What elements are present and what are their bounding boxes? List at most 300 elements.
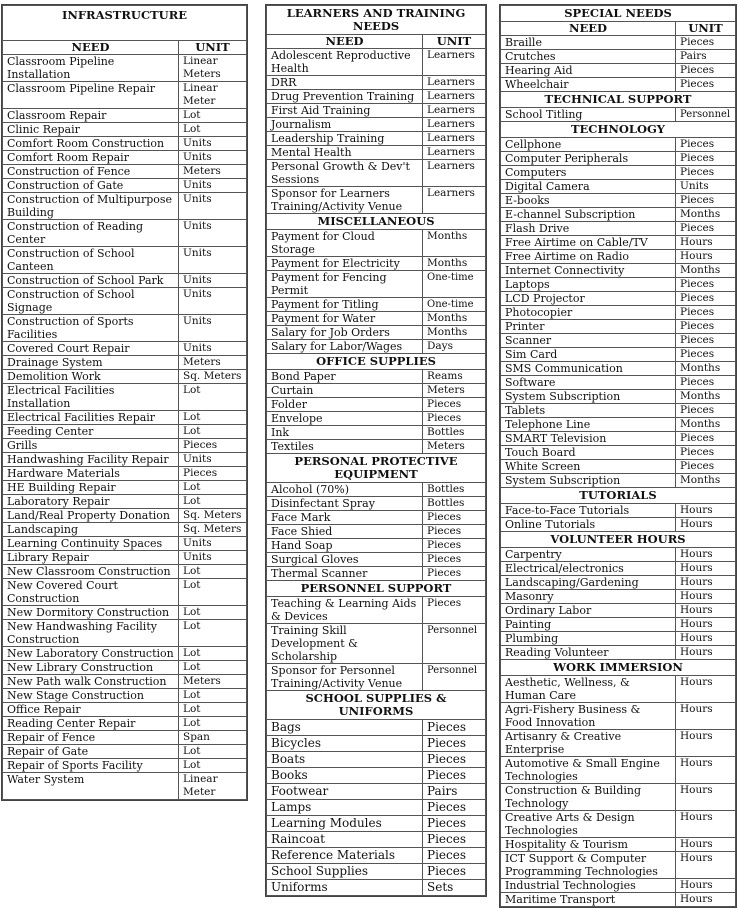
unit-cell: Lot	[179, 689, 247, 703]
unit-cell: Months	[676, 474, 736, 488]
unit-cell: Lot	[179, 745, 247, 759]
unit-cell: Lot	[179, 759, 247, 773]
need-cell: Landscaping/Gardening	[501, 576, 676, 590]
table-row	[501, 166, 736, 180]
unit-cell: Pieces	[423, 398, 486, 412]
table-row	[3, 481, 247, 495]
unit-cell: Pieces	[676, 78, 736, 92]
table-row	[3, 288, 247, 315]
unit-cell: Lot	[179, 703, 247, 717]
need-cell: Land/Real Property Donation	[3, 509, 179, 523]
unit-cell: Units	[179, 537, 247, 551]
unit-cell: Meters	[423, 440, 486, 454]
column-header-row	[267, 35, 486, 49]
learners-misc-panel	[265, 4, 487, 897]
need-cell: School Supplies	[267, 864, 423, 880]
unit-cell: Hours	[676, 518, 736, 532]
need-cell: Salary for Labor/Wages	[267, 340, 423, 354]
unit-cell: Pieces	[423, 553, 486, 567]
unit-cell: One-time	[423, 271, 486, 298]
table-row	[267, 398, 486, 412]
table-row	[501, 78, 736, 92]
need-cell: Comfort Room Repair	[3, 151, 179, 165]
unit-cell: Units	[179, 288, 247, 315]
need-header: NEED	[3, 41, 179, 55]
school-supplies-uniforms-title: SCHOOL SUPPLIES & UNIFORMS	[267, 691, 486, 720]
table-row	[501, 362, 736, 376]
table-row	[501, 36, 736, 50]
need-cell: School Titling	[501, 108, 676, 122]
unit-cell: Meters	[179, 356, 247, 370]
unit-cell: Pieces	[676, 404, 736, 418]
unit-cell: Lot	[179, 109, 247, 123]
need-cell: Digital Camera	[501, 180, 676, 194]
need-cell: New Stage Construction	[3, 689, 179, 703]
need-cell: Payment for Electricity	[267, 257, 423, 271]
table-row	[3, 703, 247, 717]
unit-cell: Meters	[179, 675, 247, 689]
need-cell: Painting	[501, 618, 676, 632]
table-row	[501, 784, 736, 811]
table-row	[267, 736, 486, 752]
table-row	[267, 768, 486, 784]
need-cell: Classroom Pipeline Repair	[3, 82, 179, 109]
unit-cell: Hours	[676, 703, 736, 730]
unit-cell: Lot	[179, 647, 247, 661]
unit-cell: Months	[423, 312, 486, 326]
table-row	[501, 222, 736, 236]
unit-cell: Pieces	[676, 446, 736, 460]
unit-cell: Days	[423, 340, 486, 354]
need-cell: Reference Materials	[267, 848, 423, 864]
unit-cell: Lot	[179, 565, 247, 579]
need-cell: Construction of Gate	[3, 179, 179, 193]
need-cell: ICT Support & Computer Programming Technologies	[501, 852, 676, 879]
need-cell: Electrical Facilities Installation	[3, 384, 179, 411]
table-row	[267, 720, 486, 736]
need-cell: New Handwashing Facility Construction	[3, 620, 179, 647]
table-row	[267, 90, 486, 104]
need-cell: Payment for Titling	[267, 298, 423, 312]
need-cell: Online Tutorials	[501, 518, 676, 532]
need-cell: First Aid Training	[267, 104, 423, 118]
table-row	[501, 730, 736, 757]
unit-cell: Learners	[423, 90, 486, 104]
unit-cell: Lot	[179, 425, 247, 439]
table-row	[267, 426, 486, 440]
table-row	[267, 567, 486, 581]
unit-cell: Pieces	[676, 306, 736, 320]
need-cell: Construction & Building Technology	[501, 784, 676, 811]
table-row	[267, 864, 486, 880]
need-cell: Automotive & Small Engine Technologies	[501, 757, 676, 784]
unit-header: UNIT	[423, 35, 486, 49]
table-row	[3, 151, 247, 165]
unit-cell: Units	[179, 193, 247, 220]
unit-cell: Months	[423, 326, 486, 340]
unit-cell: Lot	[179, 384, 247, 411]
need-cell: Construction of Fence	[3, 165, 179, 179]
table-row	[267, 752, 486, 768]
need-cell: Carpentry	[501, 548, 676, 562]
need-cell: HE Building Repair	[3, 481, 179, 495]
need-cell: Classroom Pipeline Installation	[3, 55, 179, 82]
table-row	[3, 193, 247, 220]
unit-cell: Hours	[676, 879, 736, 893]
table-row	[267, 132, 486, 146]
table-row	[3, 439, 247, 453]
table-row	[3, 745, 247, 759]
need-cell: Teaching & Learning Aids & Devices	[267, 597, 423, 624]
need-cell: Boats	[267, 752, 423, 768]
table-row	[267, 160, 486, 187]
need-cell: Face Mark	[267, 511, 423, 525]
need-cell: Touch Board	[501, 446, 676, 460]
need-cell: Hospitality & Tourism	[501, 838, 676, 852]
need-cell: Braille	[501, 36, 676, 50]
need-cell: Free Airtime on Radio	[501, 250, 676, 264]
unit-cell: Units	[179, 247, 247, 274]
table-row	[501, 852, 736, 879]
table-row	[3, 123, 247, 137]
need-cell: Industrial Technologies	[501, 879, 676, 893]
unit-cell: Pieces	[423, 848, 486, 864]
table-row	[3, 315, 247, 342]
table-row	[3, 425, 247, 439]
need-cell: Repair of Fence	[3, 731, 179, 745]
unit-cell: Pieces	[676, 138, 736, 152]
table-row	[501, 504, 736, 518]
table-row	[501, 320, 736, 334]
unit-cell: Months	[423, 230, 486, 257]
table-row	[267, 624, 486, 664]
unit-cell: Pieces	[676, 194, 736, 208]
table-row	[3, 606, 247, 620]
need-cell: Salary for Job Orders	[267, 326, 423, 340]
need-cell: New Classroom Construction	[3, 565, 179, 579]
table-row	[501, 152, 736, 166]
need-cell: Tablets	[501, 404, 676, 418]
table-row	[267, 326, 486, 340]
unit-cell: Lot	[179, 661, 247, 675]
need-cell: Mental Health	[267, 146, 423, 160]
table-row	[501, 334, 736, 348]
table-row	[267, 597, 486, 624]
need-cell: Ink	[267, 426, 423, 440]
unit-cell: Pieces	[676, 334, 736, 348]
table-row	[3, 620, 247, 647]
table-row	[501, 108, 736, 122]
need-cell: Reading Volunteer	[501, 646, 676, 660]
unit-cell: Units	[179, 315, 247, 342]
table-row	[3, 82, 247, 109]
office-supplies-title-row	[267, 354, 486, 370]
unit-cell: Months	[676, 418, 736, 432]
unit-header: UNIT	[179, 41, 247, 55]
technical-support-title-row	[501, 92, 736, 108]
table-row	[3, 523, 247, 537]
need-cell: LCD Projector	[501, 292, 676, 306]
unit-cell: One-time	[423, 298, 486, 312]
unit-cell: Units	[179, 274, 247, 288]
table-row	[501, 562, 736, 576]
unit-cell: Units	[179, 137, 247, 151]
need-cell: Construction of Multipurpose Building	[3, 193, 179, 220]
table-row	[3, 453, 247, 467]
volunteer-hours-title: VOLUNTEER HOURS	[501, 532, 736, 548]
unit-cell: Pieces	[179, 439, 247, 453]
unit-cell: Hours	[676, 730, 736, 757]
table-row	[267, 800, 486, 816]
need-cell: Alcohol (70%)	[267, 483, 423, 497]
unit-cell: Months	[423, 257, 486, 271]
unit-cell: Learners	[423, 118, 486, 132]
table-row	[501, 548, 736, 562]
unit-cell: Hours	[676, 838, 736, 852]
unit-cell: Linear Meters	[179, 55, 247, 82]
need-cell: Folder	[267, 398, 423, 412]
need-cell: Surgical Gloves	[267, 553, 423, 567]
unit-cell: Pieces	[676, 64, 736, 78]
need-cell: Plumbing	[501, 632, 676, 646]
unit-cell: Pieces	[676, 36, 736, 50]
table-row	[3, 551, 247, 565]
table-row	[3, 661, 247, 675]
need-cell: Drug Prevention Training	[267, 90, 423, 104]
unit-cell: Lot	[179, 579, 247, 606]
table-row	[267, 384, 486, 398]
need-header: NEED	[501, 22, 676, 36]
need-cell: Classroom Repair	[3, 109, 179, 123]
unit-cell: Pairs	[676, 50, 736, 64]
unit-cell: Hours	[676, 757, 736, 784]
personal-protective-equipment-title-row	[267, 454, 486, 483]
unit-cell: Pieces	[423, 736, 486, 752]
need-cell: Construction of School Signage	[3, 288, 179, 315]
need-cell: SMART Television	[501, 432, 676, 446]
table-row	[501, 208, 736, 222]
unit-cell: Bottles	[423, 426, 486, 440]
need-cell: Telephone Line	[501, 418, 676, 432]
need-cell: New Library Construction	[3, 661, 179, 675]
need-cell: Uniforms	[267, 880, 423, 896]
table-row	[501, 646, 736, 660]
need-cell: Printer	[501, 320, 676, 334]
table-row	[3, 370, 247, 384]
unit-cell: Pieces	[676, 460, 736, 474]
special-needs-tech-panel	[499, 4, 737, 908]
unit-cell: Learners	[423, 76, 486, 90]
need-cell: Thermal Scanner	[267, 567, 423, 581]
unit-cell: Hours	[676, 811, 736, 838]
unit-cell: Hours	[676, 852, 736, 879]
tutorials-title: TUTORIALS	[501, 488, 736, 504]
unit-cell: Linear Meter	[179, 773, 247, 800]
need-cell: Construction of School Park	[3, 274, 179, 288]
table-row	[267, 146, 486, 160]
unit-cell: Personnel	[423, 664, 486, 691]
table-row	[501, 418, 736, 432]
unit-cell: Sq. Meters	[179, 370, 247, 384]
need-cell: Software	[501, 376, 676, 390]
table-row	[3, 137, 247, 151]
table-row	[3, 647, 247, 661]
unit-cell: Lot	[179, 717, 247, 731]
tutorials-title-row	[501, 488, 736, 504]
unit-cell: Pieces	[423, 864, 486, 880]
need-cell: Drainage System	[3, 356, 179, 370]
need-cell: SMS Communication	[501, 362, 676, 376]
need-cell: Bags	[267, 720, 423, 736]
work-immersion-title: WORK IMMERSION	[501, 660, 736, 676]
table-row	[501, 432, 736, 446]
unit-cell: Pieces	[423, 816, 486, 832]
unit-cell: Learners	[423, 49, 486, 76]
technology-title-row	[501, 122, 736, 138]
table-row	[267, 370, 486, 384]
unit-cell: Span	[179, 731, 247, 745]
table-row	[3, 509, 247, 523]
need-cell: Learning Modules	[267, 816, 423, 832]
unit-cell: Pieces	[423, 752, 486, 768]
table-row	[267, 880, 486, 896]
table-row	[501, 632, 736, 646]
need-cell: Textiles	[267, 440, 423, 454]
need-cell: Cellphone	[501, 138, 676, 152]
table-row	[267, 340, 486, 354]
need-cell: Face-to-Face Tutorials	[501, 504, 676, 518]
unit-cell: Pieces	[676, 348, 736, 362]
need-cell: Reading Center Repair	[3, 717, 179, 731]
need-cell: Bicycles	[267, 736, 423, 752]
table-row	[3, 342, 247, 356]
unit-cell: Units	[179, 551, 247, 565]
unit-cell: Bottles	[423, 483, 486, 497]
table-row	[267, 525, 486, 539]
unit-cell: Pieces	[423, 539, 486, 553]
unit-cell: Bottles	[423, 497, 486, 511]
column-header-row	[501, 22, 736, 36]
table-row	[501, 893, 736, 907]
table-row	[267, 312, 486, 326]
unit-cell: Pieces	[676, 278, 736, 292]
need-cell: Construction of Sports Facilities	[3, 315, 179, 342]
unit-cell: Lot	[179, 481, 247, 495]
need-cell: Disinfectant Spray	[267, 497, 423, 511]
unit-cell: Pieces	[423, 511, 486, 525]
need-cell: New Path walk Construction	[3, 675, 179, 689]
unit-cell: Units	[179, 220, 247, 247]
need-cell: Face Shied	[267, 525, 423, 539]
work-immersion-title-row	[501, 660, 736, 676]
unit-cell: Pieces	[423, 720, 486, 736]
need-cell: Adolescent Reproductive Health	[267, 49, 423, 76]
need-cell: Payment for Fencing Permit	[267, 271, 423, 298]
need-cell: Sponsor for Personnel Training/Activity Venue	[267, 664, 423, 691]
unit-cell: Hours	[676, 590, 736, 604]
table-row	[501, 460, 736, 474]
learners-and-training-needs-title-row	[267, 6, 486, 35]
table-row	[501, 250, 736, 264]
unit-cell: Lot	[179, 606, 247, 620]
need-cell: Raincoat	[267, 832, 423, 848]
need-cell: Clinic Repair	[3, 123, 179, 137]
unit-header: UNIT	[676, 22, 736, 36]
table-row	[501, 518, 736, 532]
table-row	[3, 356, 247, 370]
need-cell: Bond Paper	[267, 370, 423, 384]
office-supplies-title: OFFICE SUPPLIES	[267, 354, 486, 370]
unit-cell: Pieces	[423, 768, 486, 784]
need-cell: Masonry	[501, 590, 676, 604]
unit-cell: Hours	[676, 504, 736, 518]
unit-cell: Hours	[676, 236, 736, 250]
table-row	[501, 576, 736, 590]
table-row	[3, 773, 247, 800]
need-cell: Laptops	[501, 278, 676, 292]
unit-cell: Learners	[423, 146, 486, 160]
table-row	[3, 109, 247, 123]
need-cell: Comfort Room Construction	[3, 137, 179, 151]
unit-cell: Personnel	[676, 108, 736, 122]
need-cell: Covered Court Repair	[3, 342, 179, 356]
unit-cell: Lot	[179, 123, 247, 137]
table-row	[501, 838, 736, 852]
table-row	[267, 76, 486, 90]
need-cell: Water System	[3, 773, 179, 800]
need-cell: Construction of School Canteen	[3, 247, 179, 274]
unit-cell: Sq. Meters	[179, 523, 247, 537]
need-cell: Repair of Sports Facility	[3, 759, 179, 773]
unit-cell: Lot	[179, 620, 247, 647]
unit-cell: Pieces	[676, 166, 736, 180]
table-row	[501, 703, 736, 730]
unit-cell: Units	[179, 453, 247, 467]
need-cell: E-books	[501, 194, 676, 208]
need-cell: Training Skill Development & Scholarship	[267, 624, 423, 664]
need-cell: Office Repair	[3, 703, 179, 717]
need-cell: Scanner	[501, 334, 676, 348]
need-cell: Electrical/electronics	[501, 562, 676, 576]
table-row	[501, 879, 736, 893]
unit-cell: Pairs	[423, 784, 486, 800]
unit-cell: Pieces	[676, 222, 736, 236]
unit-cell: Hours	[676, 618, 736, 632]
unit-cell: Hours	[676, 646, 736, 660]
need-cell: Wheelchair	[501, 78, 676, 92]
unit-cell: Pieces	[676, 376, 736, 390]
unit-cell: Hours	[676, 676, 736, 703]
table-row	[267, 49, 486, 76]
unit-cell: Months	[676, 264, 736, 278]
table-row	[267, 848, 486, 864]
need-cell: Internet Connectivity	[501, 264, 676, 278]
unit-cell: Pieces	[676, 432, 736, 446]
table-row	[267, 298, 486, 312]
table-row	[267, 832, 486, 848]
unit-cell: Pieces	[423, 567, 486, 581]
need-cell: Personal Growth & Dev't Sessions	[267, 160, 423, 187]
unit-cell: Units	[676, 180, 736, 194]
table-row	[267, 271, 486, 298]
unit-cell: Learners	[423, 160, 486, 187]
need-cell: Handwashing Facility Repair	[3, 453, 179, 467]
unit-cell: Months	[676, 390, 736, 404]
unit-cell: Meters	[179, 165, 247, 179]
need-cell: Hearing Aid	[501, 64, 676, 78]
table-row	[267, 816, 486, 832]
table-row	[3, 247, 247, 274]
